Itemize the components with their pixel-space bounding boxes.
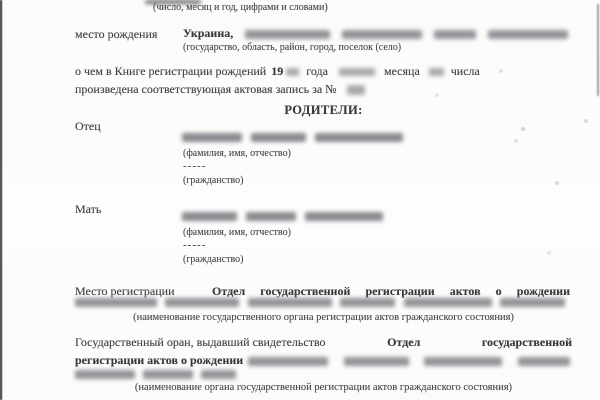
scan-noise-specks — [0, 0, 2, 2]
issuer-value-word1: Отдел — [387, 335, 421, 349]
registration-place-caption: (наименование государственного органа регистрации актов гражданского состояния) — [133, 312, 514, 323]
scan-edge-left — [0, 0, 2, 400]
redacted-record-number-blur — [347, 85, 365, 95]
date-caption: (число, месяц и год, цифрами и словами) — [153, 2, 328, 13]
registration-place-label: Место регистрации — [75, 284, 175, 298]
redacted-father-name-blur — [182, 133, 403, 142]
redacted-registration-org-blur — [75, 298, 565, 307]
mother-citizenship-dashes: ----- — [183, 239, 207, 251]
record-line1 — [75, 64, 480, 78]
record-part1: о чем в Книге регистрации рождений — [75, 64, 267, 78]
redacted-month-name-blur — [339, 68, 375, 76]
issuer-label: Государственный оран, выдавший свидетельство — [75, 335, 326, 349]
mother-label: Мать — [75, 202, 102, 216]
birthplace-caption: (государство, область, район, город, поселок (село) — [183, 42, 402, 53]
parents-heading: РОДИТЕЛИ: — [284, 103, 363, 117]
record-year-prefix: 19 — [271, 64, 284, 78]
redacted-mother-name-blur — [182, 212, 383, 221]
record-word-year: года — [306, 64, 328, 78]
issuer-value-word2: государственной — [481, 335, 572, 349]
redacted-birthplace-blur — [245, 30, 568, 39]
mother-fio-caption: (фамилия, имя, отчество) — [183, 227, 291, 238]
father-label: Отец — [75, 119, 101, 133]
mother-citizenship-caption: (гражданство) — [183, 254, 244, 265]
record-line2-text: произведена соответствующая актовая запись за № — [75, 82, 337, 96]
issuer-line1 — [75, 335, 572, 349]
redacted-issuer-org-blur-2 — [75, 370, 236, 379]
birthplace-label: место рождения — [75, 27, 158, 41]
redacted-issuer-org-blur — [248, 357, 570, 366]
issuer-caption: (наименование органа государственной регистрации актов гражданского состояния) — [134, 382, 513, 393]
record-word-month: месяца — [383, 64, 420, 78]
father-citizenship-caption: (гражданство) — [183, 175, 244, 186]
record-line2 — [75, 82, 365, 96]
record-word-day: числа — [450, 64, 480, 78]
redacted-year-blur — [286, 68, 299, 76]
registration-place-value: Отдел государственной регистрации актов о рождении — [212, 284, 570, 298]
scan-edge-right — [597, 4, 599, 96]
birthplace-country: Украина, — [183, 26, 234, 40]
redacted-day-blur — [429, 68, 444, 76]
issuer-value-line2: регистрации актов о рождении — [75, 353, 244, 367]
father-citizenship-dashes: ----- — [183, 160, 207, 172]
father-fio-caption: (фамилия, имя, отчество) — [183, 148, 291, 159]
